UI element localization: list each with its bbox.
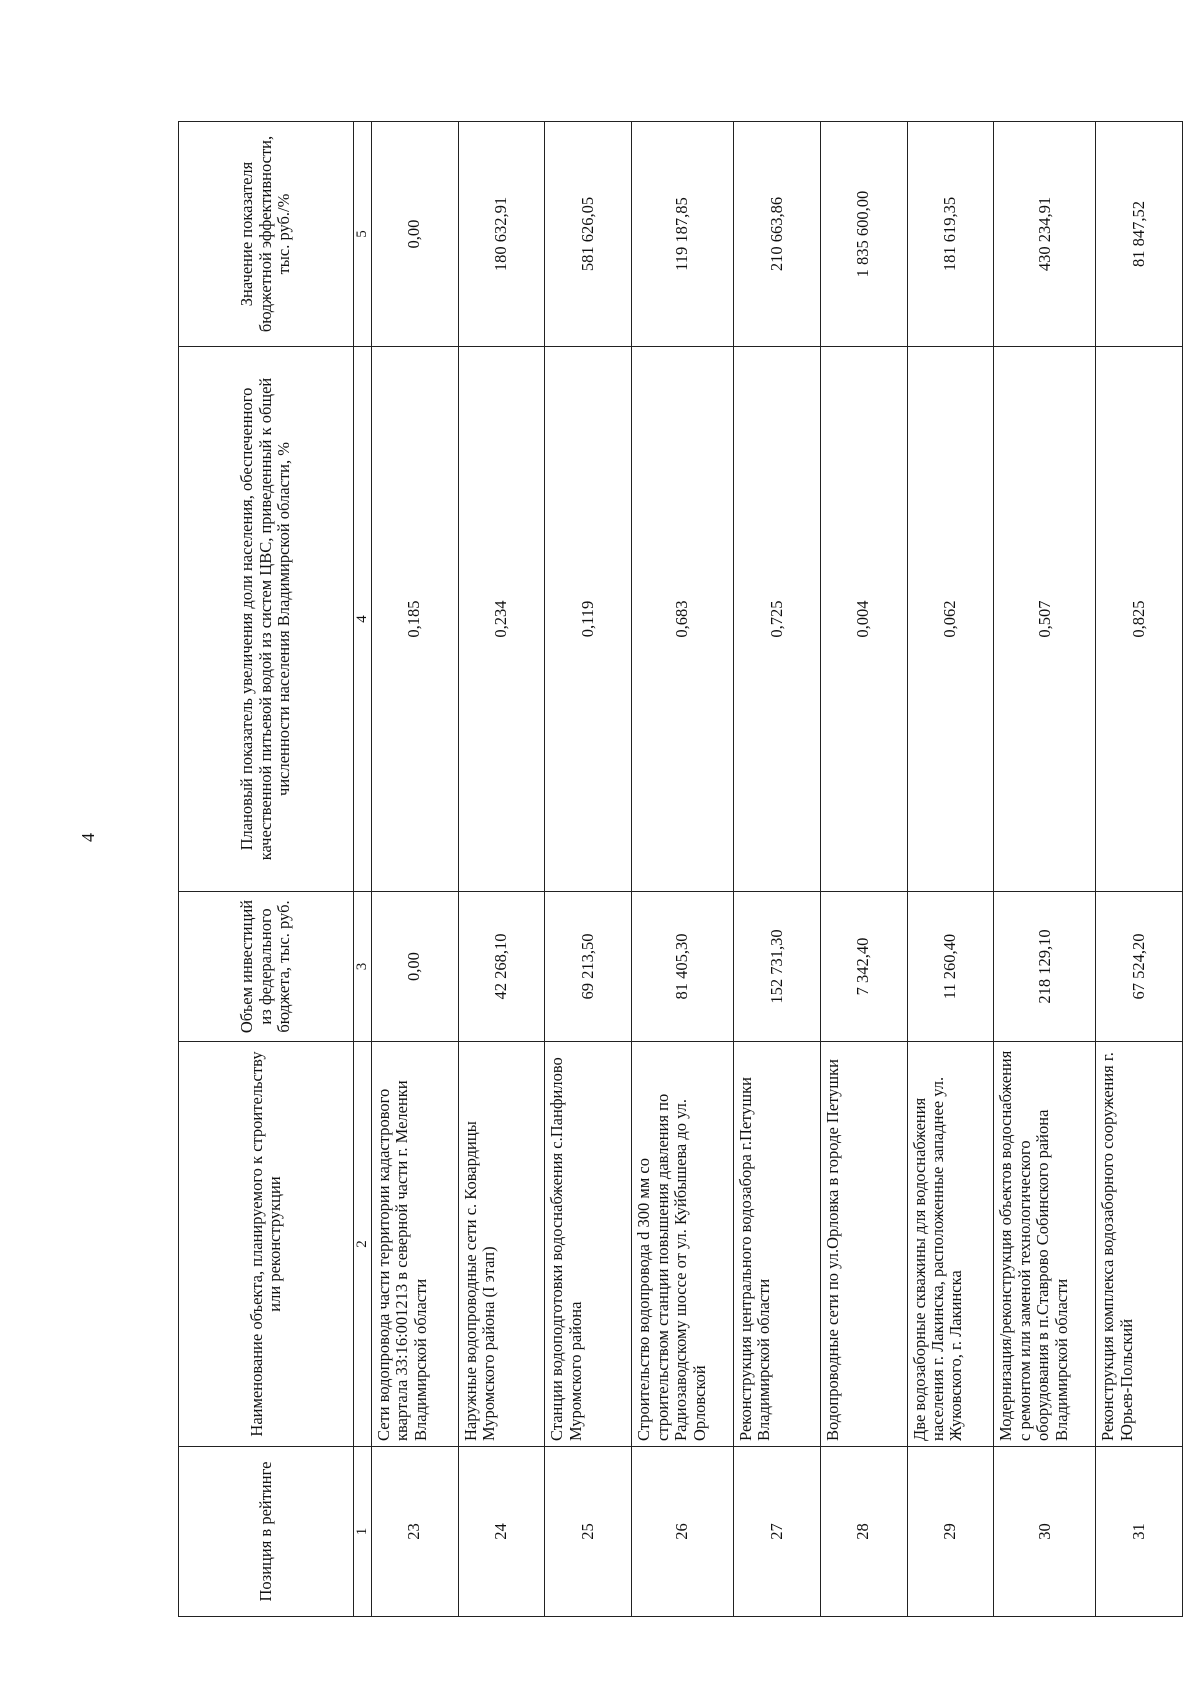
cell-indicator: 0,234 [458,347,545,892]
cell-indicator: 0,725 [734,347,821,892]
cell-efficiency: 181 619,35 [907,122,994,347]
rating-table [178,121,1183,1617]
cell-position: 29 [907,1447,994,1617]
cell-indicator: 0,683 [632,347,734,892]
cell-indicator: 0,825 [1096,347,1183,892]
cell-investment: 218 129,10 [994,892,1096,1042]
cell-investment: 7 342,40 [820,892,907,1042]
table-row [907,122,994,1617]
cell-efficiency: 0,00 [371,122,458,347]
cell-object-name: Реконструкция центрального водозабора г.Петушки Владимирской области [734,1042,821,1447]
cell-indicator: 0,004 [820,347,907,892]
column-number-row [354,122,372,1617]
cell-object-name: Строительство водопровода d 300 мм со строительством станции повышения давления по Радиозаводскому шоссе от ул. Куйбышева до ул. Орловской [632,1042,734,1447]
cell-position: 24 [458,1447,545,1617]
cell-efficiency: 119 187,85 [632,122,734,347]
cell-position: 25 [545,1447,632,1617]
cell-investment: 0,00 [371,892,458,1042]
cell-efficiency: 581 626,05 [545,122,632,347]
cell-object-name: Водопроводные сети по ул.Орловка в городе Петушки [820,1042,907,1447]
cell-position: 31 [1096,1447,1183,1617]
cell-efficiency: 210 663,86 [734,122,821,347]
table-row [820,122,907,1617]
table-row [734,122,821,1617]
cell-investment: 152 731,30 [734,892,821,1042]
cell-investment: 69 213,50 [545,892,632,1042]
table-row [545,122,632,1617]
cell-position: 30 [994,1447,1096,1617]
cell-investment: 81 405,30 [632,892,734,1042]
column-number: 1 [354,1447,372,1617]
cell-efficiency: 1 835 600,00 [820,122,907,347]
cell-position: 23 [371,1447,458,1617]
cell-object-name: Сети водопровода части территории кадастрового квартала 33:16:001213 в северной части г. Меленки Владимирской области [371,1042,458,1447]
cell-efficiency: 180 632,91 [458,122,545,347]
cell-efficiency: 81 847,52 [1096,122,1183,347]
header-position: Позиция в рейтинге [179,1447,354,1617]
column-number: 2 [354,1042,372,1447]
table-row [371,122,458,1617]
cell-indicator: 0,062 [907,347,994,892]
column-number: 4 [354,347,372,892]
header-row [179,122,354,1617]
column-number: 3 [354,892,372,1042]
table-row [458,122,545,1617]
cell-position: 28 [820,1447,907,1617]
column-number: 5 [354,122,372,347]
cell-object-name: Модернизация/реконструкция объектов водоснабжения с ремонтом или заменой технологического оборудования в п.Ставрово Собинского района Владимирской области [994,1042,1096,1447]
cell-investment: 11 260,40 [907,892,994,1042]
table-row [632,122,734,1617]
cell-investment: 42 268,10 [458,892,545,1042]
table-row [994,122,1096,1617]
cell-efficiency: 430 234,91 [994,122,1096,347]
rating-table-container [178,122,1183,1617]
cell-object-name: Реконструкция комплекса водозаборного сооружения г. Юрьев-Польский [1096,1042,1183,1447]
cell-object-name: Две водозаборные скважины для водоснабжения населения г. Лакинска, расположенные западнее ул. Жуковского, г. Лакинска [907,1042,994,1447]
table-row [1096,122,1183,1617]
header-planned-indicator: Плановый показатель увеличения доли населения, обеспеченного качественной питьевой водой из систем ЦВС, приведенный к общей численности населения Владимирской области, % [179,347,354,892]
header-federal-investment: Объем инвестиций из федерального бюджета, тыс. руб. [179,892,354,1042]
cell-position: 26 [632,1447,734,1617]
cell-object-name: Наружные водопроводные сети с. Ковардицы Муромского района (I этап) [458,1042,545,1447]
header-budget-efficiency: Значение показателя бюджетной эффективности, тыс. руб./% [179,122,354,347]
cell-position: 27 [734,1447,821,1617]
cell-indicator: 0,119 [545,347,632,892]
cell-indicator: 0,185 [371,347,458,892]
cell-object-name: Станции водоподготовки водоснабжения с.Панфилово Муромского района [545,1042,632,1447]
page-number: 4 [78,833,98,842]
header-object-name: Наименование объекта, планируемого к строительству или реконструкции [179,1042,354,1447]
cell-investment: 67 524,20 [1096,892,1183,1042]
cell-indicator: 0,507 [994,347,1096,892]
